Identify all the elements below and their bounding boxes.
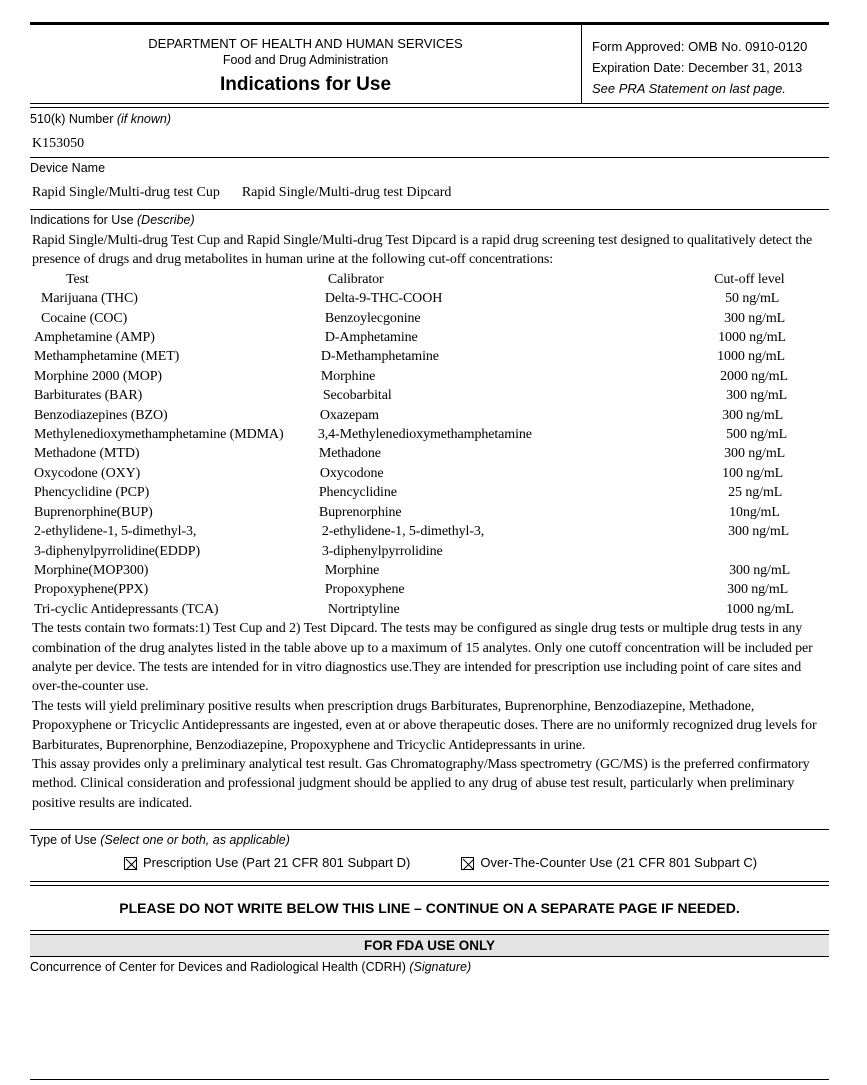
- type-of-use-section: [30, 829, 829, 881]
- agency-name: Food and Drug Administration: [222, 53, 389, 67]
- device-name-dipcard: Rapid Single/Multi-drug test Dipcard: [241, 185, 452, 200]
- page-title: Indications for Use: [219, 74, 392, 95]
- indications-for-use-form: [30, 22, 829, 1080]
- cutoff-table: [34, 270, 794, 619]
- col-header-cutoff: Cut-off level: [714, 271, 785, 287]
- indications-intro: Rapid Single/Multi-drug Test Cup and Rapid Single/Multi-drug Test Dipcard is a rapid drug screening test designed to qualitatively detect the presence of drugs and drug metabolites in human urine at the following cut-off concentrations:: [32, 233, 813, 268]
- fda-use-only-header: FOR FDA USE ONLY: [30, 935, 829, 957]
- otc-use-checkbox[interactable]: [461, 857, 474, 870]
- table-row: Phencyclidine (PCP) Phencyclidine 25 ng/mL: [34, 485, 783, 501]
- omb-block: [581, 25, 829, 103]
- table-row: Methamphetamine (MET) D-Methamphetamine 1000 ng/mL: [34, 349, 785, 365]
- indications-label: Indications for Use (Describe): [30, 213, 195, 227]
- indications-paragraph-confirmatory: This assay provides only a preliminary analytical test result. Gas Chromatography/Mass spectrometry (GC/MS) is the preferred confirmatory method. Clinical consideration and professional judgment should be applied to any drug of abuse test result, particularly when preliminary positive results are indicated.: [32, 756, 810, 811]
- table-row: Morphine(MOP300) Morphine 300 ng/mL: [34, 562, 791, 578]
- do-not-write-notice: PLEASE DO NOT WRITE BELOW THIS LINE – CONTINUE ON A SEPARATE PAGE IF NEEDED.: [119, 900, 740, 917]
- otc-use-label: Over-The-Counter Use (21 CFR 801 Subpart C): [480, 855, 758, 871]
- form-header: [30, 22, 829, 103]
- form-approved: Form Approved: OMB No. 0910-0120: [592, 39, 808, 54]
- table-row: Methadone (MTD) Methadone 300 ng/mL: [34, 446, 786, 462]
- table-row: Morphine 2000 (MOP) Morphine 2000 ng/mL: [34, 368, 788, 384]
- table-row: Benzodiazepines (BZO) Oxazepam 300 ng/mL: [34, 407, 784, 423]
- k510-label: 510(k) Number (if known): [30, 112, 172, 126]
- type-of-use-label: Type of Use (Select one or both, as applicable): [30, 833, 290, 848]
- table-row: Propoxyphene(PPX) Propoxyphene 300 ng/mL: [34, 582, 789, 598]
- otc-use-option[interactable]: [461, 854, 757, 872]
- agency-block: [30, 25, 581, 103]
- col-header-test: Test: [66, 271, 89, 287]
- signature-line: [30, 1079, 829, 1080]
- cdrh-concurrence-section: [30, 957, 829, 1079]
- table-row: Tri-cyclic Antidepressants (TCA) Nortriptyline 1000 ng/mL: [34, 601, 794, 617]
- expiration-date: Expiration Date: December 31, 2013: [592, 60, 803, 75]
- department-name: DEPARTMENT OF HEALTH AND HUMAN SERVICES: [148, 36, 463, 51]
- indications-section: [30, 209, 829, 813]
- table-row: Buprenorphine(BUP) Buprenorphine 10ng/mL: [34, 504, 780, 520]
- indications-paragraph-positives: The tests will yield preliminary positive results when prescription drugs Barbiturates, Buprenorphine, Benzodiazepine, Methadone, Propoxyphene or Tricyclic Antidepressants are ingested, even at or above therapeutic doses. There are no uniformly recognized drug levels for Barbiturates, Buprenorphine, Benzodiazepine, Propoxyphene and Tricyclic Antidepressants in urine.: [32, 698, 817, 753]
- checked-x-icon: [462, 858, 475, 871]
- prescription-use-label: Prescription Use (Part 21 CFR 801 Subpart D): [143, 855, 411, 871]
- pra-statement-note: See PRA Statement on last page.: [592, 81, 786, 96]
- prescription-use-checkbox[interactable]: [124, 857, 137, 870]
- checked-x-icon: [125, 858, 138, 871]
- prescription-use-option[interactable]: [124, 854, 410, 872]
- device-name-cup: Rapid Single/Multi-drug test Cup: [32, 185, 220, 200]
- cdrh-concurrence-label: Concurrence of Center for Devices and Radiological Health (CDRH) (Signature): [30, 960, 472, 975]
- table-row: Amphetamine (AMP) D-Amphetamine 1000 ng/mL: [34, 330, 786, 346]
- indications-field[interactable]: [30, 231, 829, 813]
- device-name-field[interactable]: [30, 184, 829, 202]
- table-row: 3-diphenylpyrrolidine(EDDP) 3-diphenylpyrrolidine: [34, 543, 443, 559]
- device-section: [30, 157, 829, 209]
- table-row: Oxycodone (OXY) Oxycodone 100 ng/mL: [34, 465, 784, 481]
- device-name-label: Device Name: [30, 161, 106, 175]
- type-of-use-options: [30, 854, 829, 872]
- k510-section: [30, 108, 829, 157]
- table-row: Cocaine (COC) Benzoylecgonine 300 ng/mL: [41, 310, 786, 326]
- k510-number-field[interactable]: K153050: [32, 136, 85, 151]
- table-row: Methylenedioxymethamphetamine (MDMA) 3,4-Methylenedioxymethamphetamine 500 ng/mL: [34, 427, 788, 443]
- table-header-row: [34, 270, 794, 289]
- col-header-calibrator: Calibrator: [327, 271, 384, 287]
- table-row: 2-ethylidene-1, 5-dimethyl-3, 2-ethylidene-1, 5-dimethyl-3, 300 ng/mL: [34, 524, 790, 540]
- indications-paragraph-formats: The tests contain two formats:1) Test Cup and 2) Test Dipcard. The tests may be configured as single drug tests or multiple drug tests in any combination of the drug analytes listed in the table above up to a maximum of 15 analytes. Only one cutoff concentration will be included per analyte per device. The tests are intended for in vitro diagnostics use.They are intended for prescription use including point of care sites and over-the-counter use.: [32, 621, 813, 695]
- table-row: Marijuana (THC) Delta-9-THC-COOH 50 ng/mL: [41, 291, 780, 307]
- table-row: Barbiturates (BAR) Secobarbital 300 ng/mL: [34, 388, 788, 404]
